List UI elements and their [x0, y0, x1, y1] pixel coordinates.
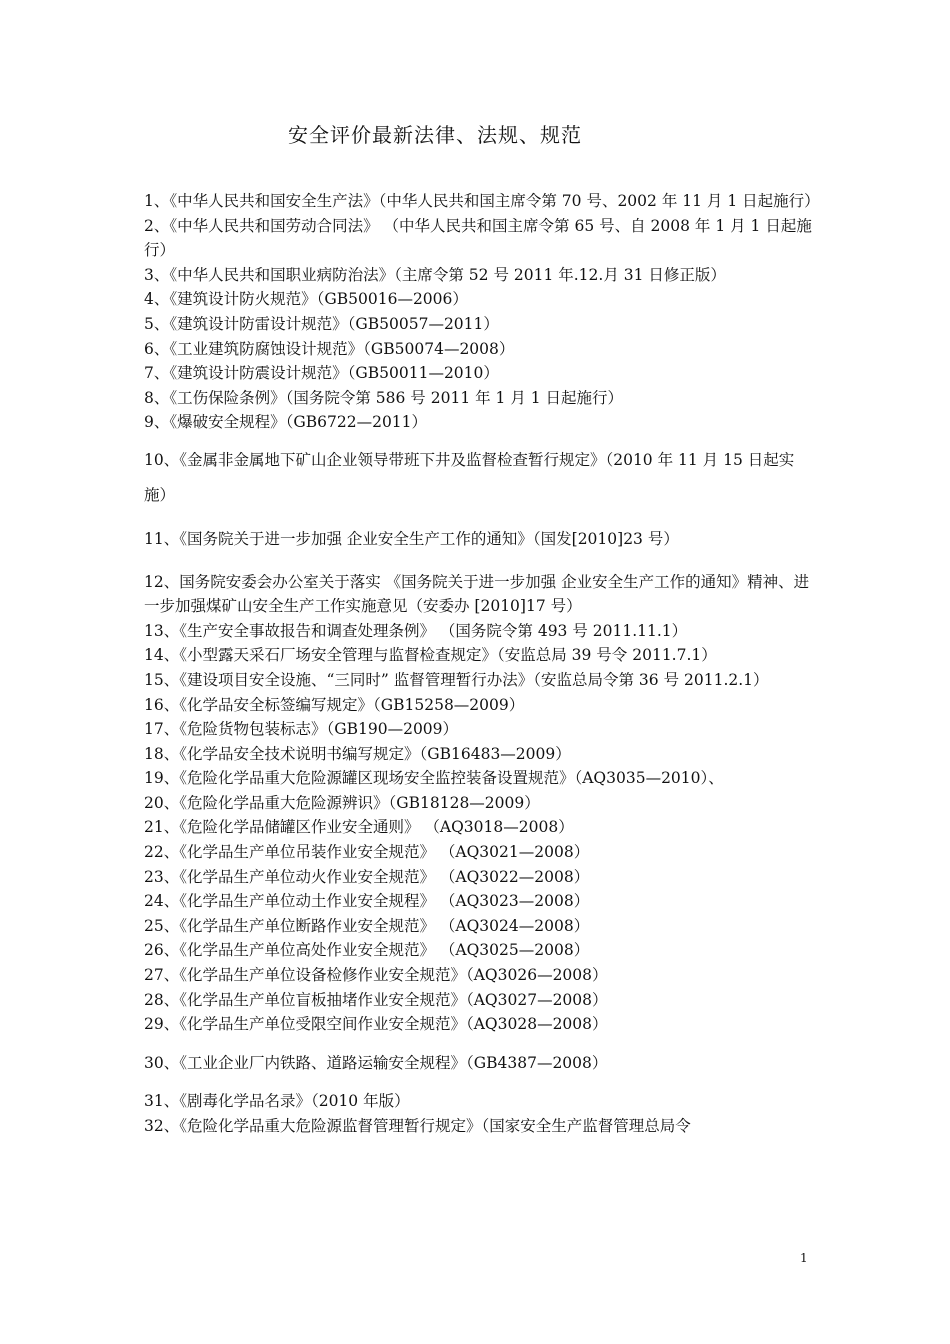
list-item: 1、《中华人民共和国安全生产法》（中华人民共和国主席令第 70 号、2002 年 11 月 1 日起施行）: [144, 192, 820, 210]
list-item: 10、《金属非金属地下矿山企业领导带班下井及监督检查暂行规定》（2010 年 11 月 15 日起实施）: [144, 450, 795, 504]
list-item: 16、《化学品安全标签编写规定》（GB15258—2009）: [144, 695, 525, 714]
list-item: 24、《化学品生产单位动土作业安全规程》 （AQ3023—2008）: [144, 892, 590, 911]
list-item: 31、《剧毒化学品名录》（2010 年版）: [144, 1092, 410, 1111]
list-item: 13、《生产安全事故报告和调查处理条例》 （国务院令第 493 号 2011.11.1）: [144, 621, 688, 640]
list-item: 15、《建设项目安全设施、“三同时” 监督管理暂行办法》（安监总局令第 36 号 2011.2.1）: [144, 670, 769, 689]
list-item: 4、《建筑设计防火规范》（GB50016—2006）: [144, 290, 468, 309]
list-item: 6、《工业建筑防腐蚀设计规范》（GB50074—2008）: [144, 339, 515, 358]
list-item: 18、《化学品安全技术说明书编写规定》（GB16483—2009）: [144, 744, 571, 763]
list-item: 29、《化学品生产单位受限空间作业安全规范》（AQ3028—2008）: [144, 1015, 608, 1034]
list-item: 30、《工业企业厂内铁路、道路运输安全规程》（GB4387—2008）: [144, 1053, 608, 1072]
list-item: 14、《小型露天采石厂场安全管理与监督检查规定》（安监总局 39 号令 2011.7.1）: [144, 646, 717, 665]
list-item: 22、《化学品生产单位吊装作业安全规范》 （AQ3021—2008）: [144, 843, 590, 862]
page-number: 1: [800, 1251, 808, 1265]
list-item: 20、《危险化学品重大危险源辨识》（GB18128—2009）: [144, 793, 540, 812]
list-item: 27、《化学品生产单位设备检修作业安全规范》（AQ3026—2008）: [144, 966, 608, 985]
list-item: 28、《化学品生产单位盲板抽堵作业安全规范》（AQ3027—2008）: [144, 990, 608, 1009]
list-item: 23、《化学品生产单位动火作业安全规范》 （AQ3022—2008）: [144, 867, 590, 886]
list-item: 8、《工伤保险条例》（国务院令第 586 号 2011 年 1 月 1 日起施行）: [144, 388, 624, 407]
list-item: 32、《危险化学品重大危险源监督管理暂行规定》（国家安全生产监督管理总局令: [144, 1117, 691, 1135]
list-item: 21、《危险化学品储罐区作业安全通则》 （AQ3018—2008）: [144, 818, 574, 837]
list-item: 5、《建筑设计防雷设计规范》（GB50057—2011）: [144, 314, 499, 333]
list-item: 3、《中华人民共和国职业病防治法》（主席令第 52 号 2011 年.12.月 31 日修正版）: [144, 265, 726, 284]
list-item: 19、《危险化学品重大危险源罐区现场安全监控装备设置规范》（AQ3035—2010）、: [144, 769, 724, 788]
list-item: 17、《危险货物包装标志》（GB190—2009）: [144, 720, 459, 739]
regulation-list: [144, 189, 820, 1139]
list-item: 9、《爆破安全规程》（GB6722—2011）: [144, 413, 428, 432]
page-title: 安全评价最新法律、法规、规范: [288, 123, 582, 147]
list-item: 26、《化学品生产单位高处作业安全规范》 （AQ3025—2008）: [144, 941, 590, 960]
list-item: 2、《中华人民共和国劳动合同法》 （中华人民共和国主席令第 65 号、自 2008 年 1 月 1 日起施行）: [144, 216, 812, 260]
list-item: 11、《国务院关于进一步加强 企业安全生产工作的通知》（国发[2010]23 号）: [144, 529, 679, 548]
list-item: 12、国务院安委会办公室关于落实 《国务院关于进一步加强 企业安全生产工作的通知》精神、进一步加强煤矿山安全生产工作实施意见（安委办 [2010]17 号）: [144, 572, 810, 616]
list-item: 7、《建筑设计防震设计规范》（GB50011—2010）: [144, 364, 499, 383]
list-item: 25、《化学品生产单位断路作业安全规范》 （AQ3024—2008）: [144, 916, 590, 935]
